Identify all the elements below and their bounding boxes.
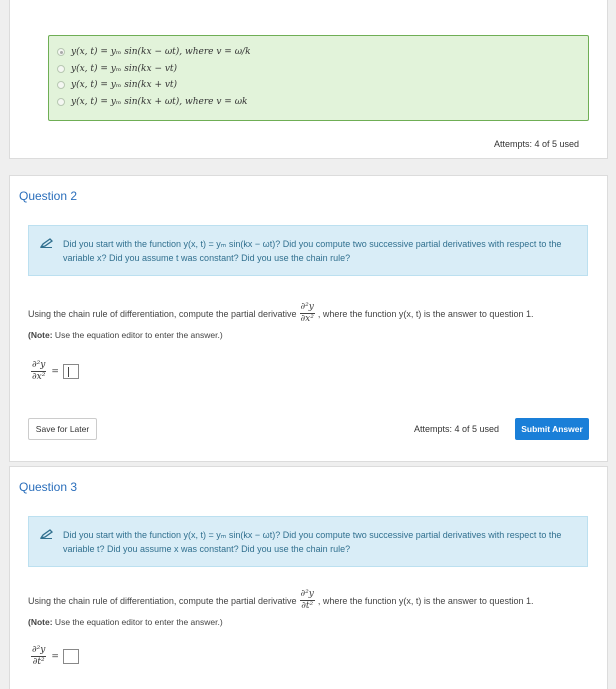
question3-prompt-after: , where the function y(x, t) is the answer to question 1. [317,595,534,606]
question2-hint [28,225,588,276]
question2-prompt-after: , where the function y(x, t) is the answer to question 1. [317,308,534,319]
question3-note-text: Use the equation editor to enter the answer.) [52,617,223,627]
question3-hint [28,516,588,567]
answer-options [48,35,589,121]
radio-option-4[interactable] [57,98,65,106]
question3-deriv-den: ∂t² [301,601,314,611]
question2-derivative [300,302,315,325]
question2-note [28,330,223,340]
question2-note-text: Use the equation editor to enter the answer.) [52,330,223,340]
option-1-label: y(x, t) = yₘ sin(kx − ωt), where v = ω/k [71,47,251,58]
question2-answer-num: ∂²y [32,360,46,370]
question3-derivative [300,589,315,612]
question2-deriv-den: ∂x² [300,314,314,324]
question3-card [9,466,608,689]
question2-hint-text: Did you start with the function y(x, t) = yₘ sin(kx − ωt)? Did you compute two successive partial derivatives with respect to the variable x? Did you assume t was constant? Did you use the chain rule? [63,238,562,263]
question2-answer [28,360,79,383]
question3-prompt [28,589,533,612]
question3-equals: = [51,651,59,662]
pencil-icon [40,238,53,252]
question2-deriv-num: ∂²y [300,302,314,312]
text-caret [68,367,69,377]
option-2[interactable] [57,61,588,78]
option-1[interactable] [57,44,588,61]
question2-equals: = [51,366,59,377]
question3-title: Question 3 [19,480,78,494]
question3-equation-input[interactable] [63,649,79,664]
question3-answer-den: ∂t² [32,657,45,667]
option-3-label: y(x, t) = yₘ sin(kx + vt) [71,80,178,91]
question3-hint-text: Did you start with the function y(x, t) = yₘ sin(kx − ωt)? Did you compute two successive partial derivatives with respect to the variable t? Did you assume x was constant? Did you use the chain rule? [63,529,562,554]
question2-answer-den: ∂x² [32,372,46,382]
question2-note-label: (Note: [28,330,53,340]
question2-title: Question 2 [19,189,78,203]
question1-attempts: Attempts: 4 of 5 used [494,139,580,149]
radio-option-1[interactable] [57,48,65,56]
radio-option-2[interactable] [57,65,65,73]
question2-attempts: Attempts: 4 of 5 used [414,424,500,434]
question1-card [9,0,608,159]
option-3[interactable] [57,77,588,94]
question3-answer [28,645,79,668]
question2-prompt [28,302,533,325]
question2-card [9,175,608,462]
question3-prompt-before: Using the chain rule of differentiation, compute the partial derivative [28,595,297,606]
save-for-later-button[interactable]: Save for Later [28,418,97,440]
question3-note [28,617,223,627]
question2-equation-input[interactable] [63,364,79,379]
question2-prompt-before: Using the chain rule of differentiation, compute the partial derivative [28,308,297,319]
question3-note-label: (Note: [28,617,53,627]
question3-answer-derivative [31,645,46,668]
question2-answer-derivative [31,360,46,383]
question3-answer-num: ∂²y [32,645,46,655]
option-2-label: y(x, t) = yₘ sin(kx − vt) [71,63,178,74]
question3-deriv-num: ∂²y [300,589,314,599]
radio-option-3[interactable] [57,81,65,89]
option-4[interactable] [57,94,588,111]
option-4-label: y(x, t) = yₘ sin(kx + ωt), where v = ωk [71,96,248,107]
submit-answer-button[interactable]: Submit Answer [515,418,589,440]
pencil-icon [40,529,53,543]
